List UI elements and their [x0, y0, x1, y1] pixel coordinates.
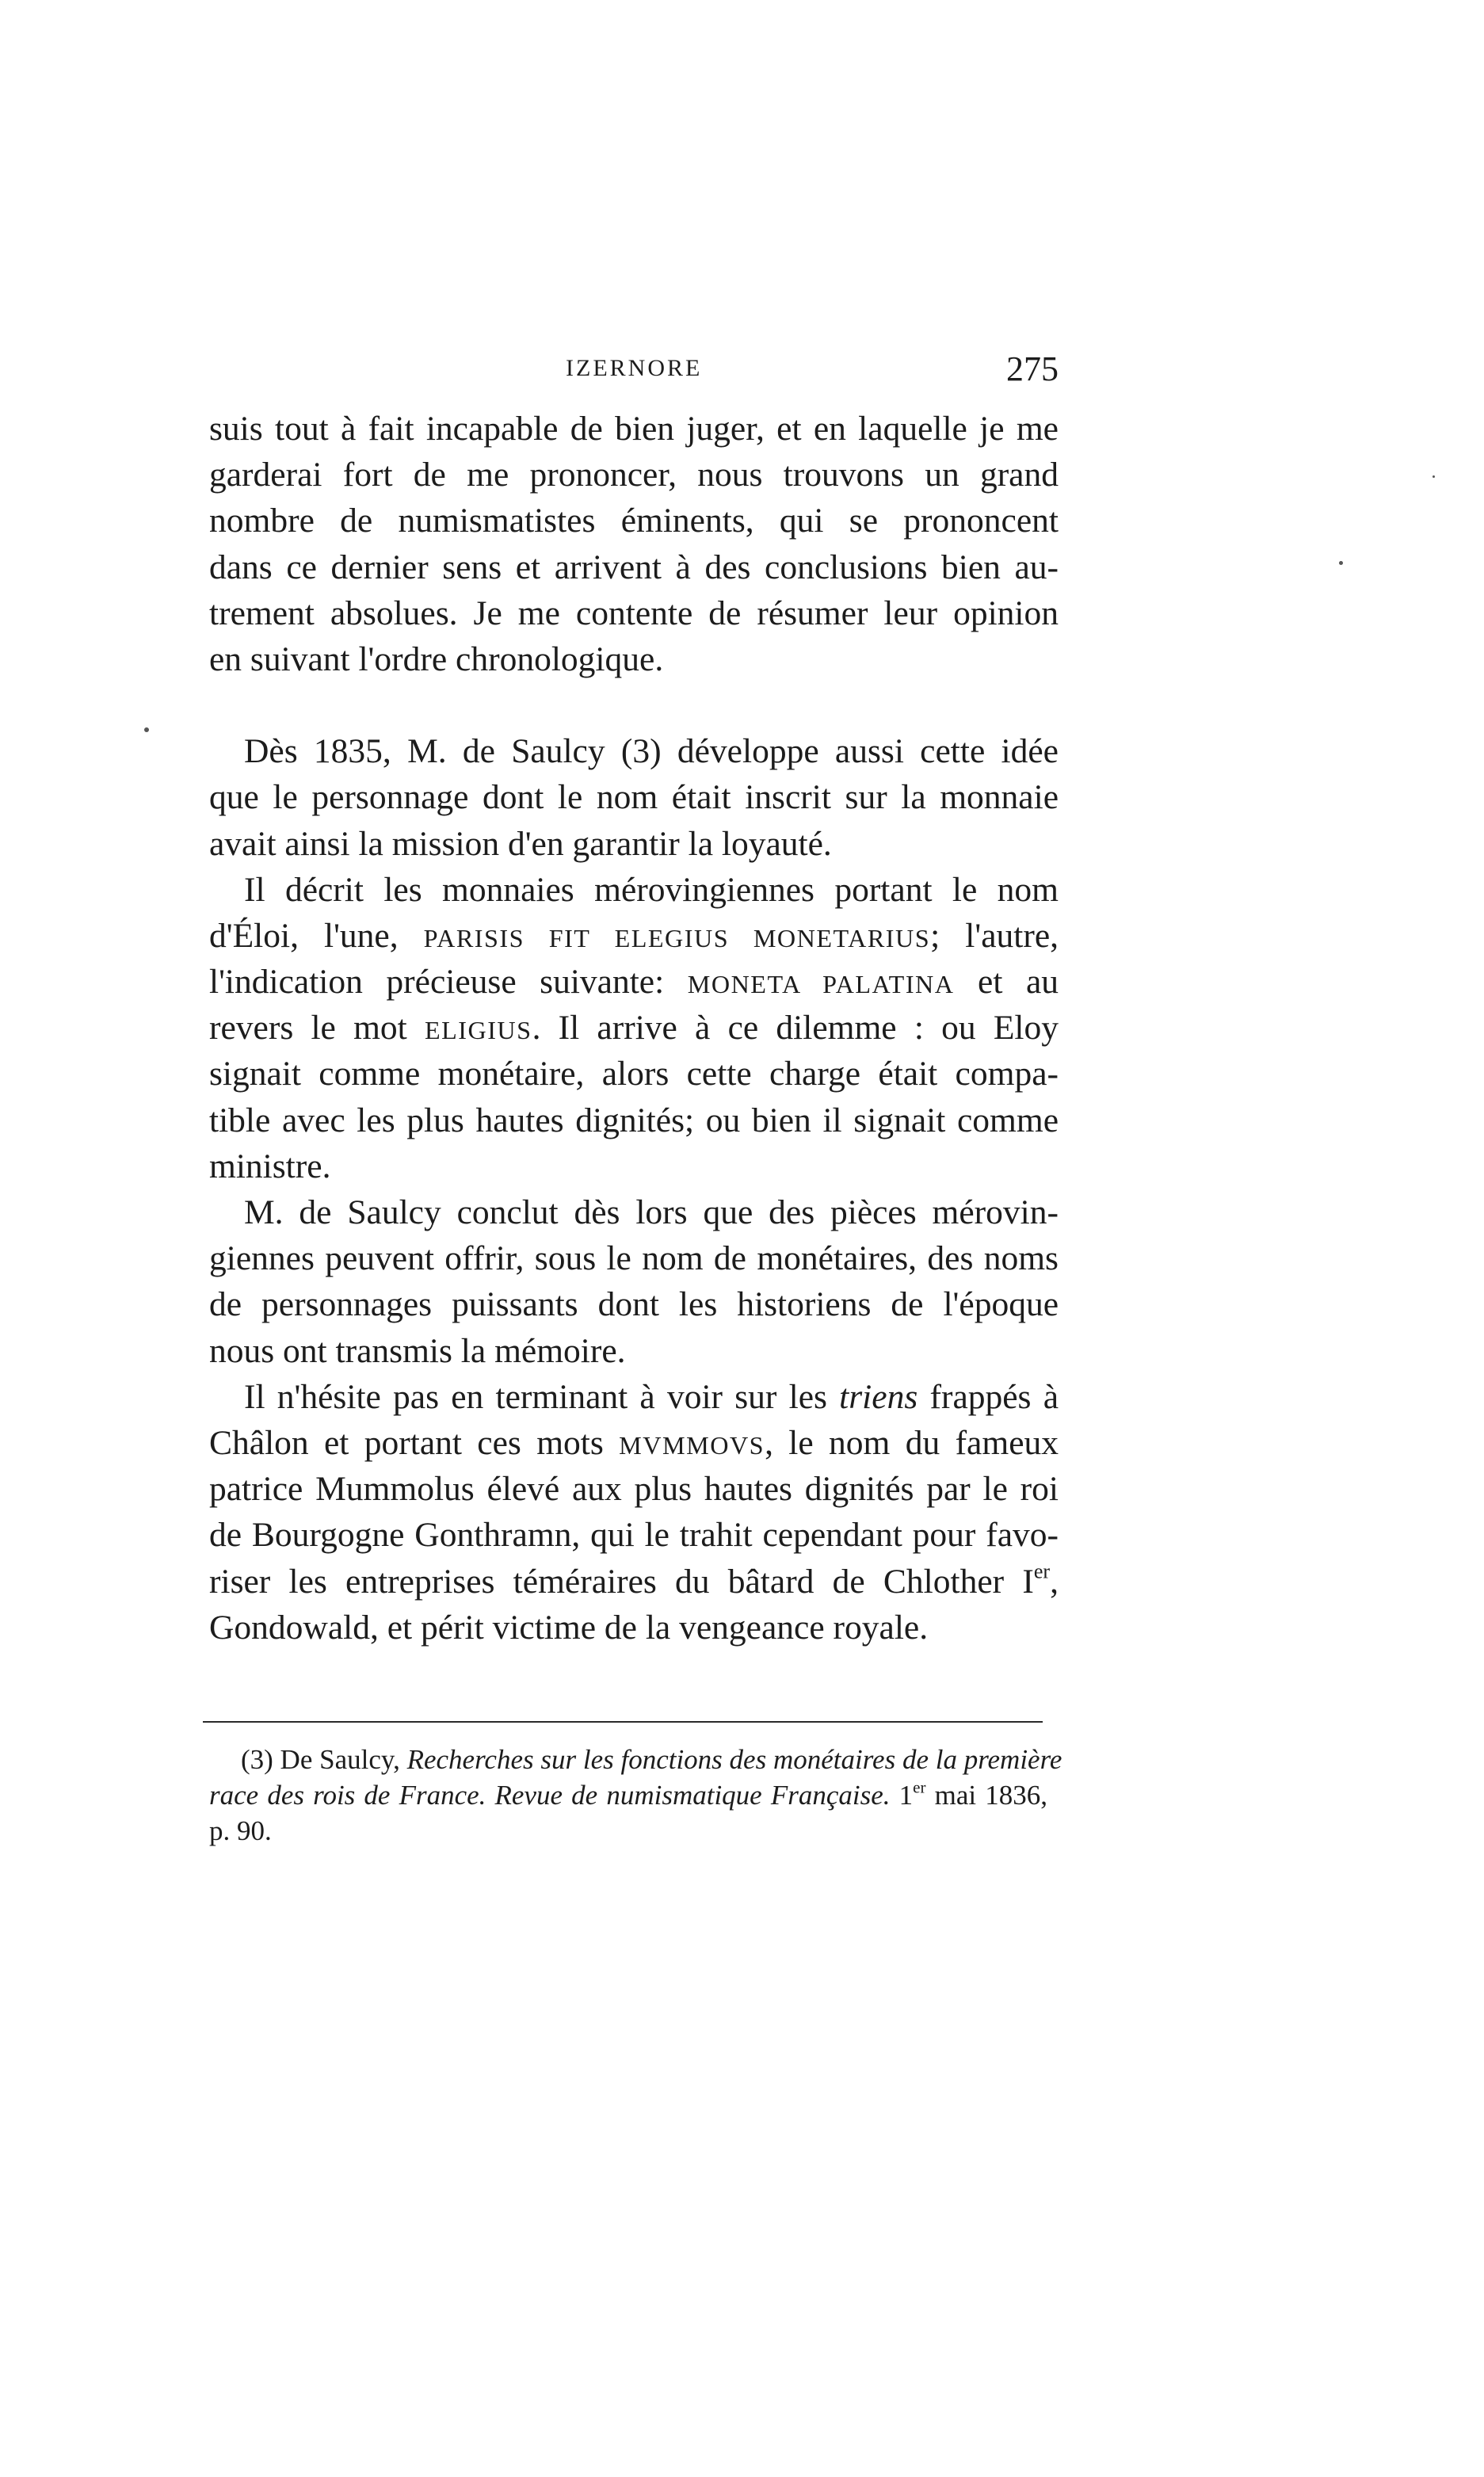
text-run: 1 — [898, 1780, 914, 1811]
text-run: mai 1836, — [934, 1780, 1048, 1811]
text-run: , le nom du fameux — [765, 1423, 1059, 1462]
text-line: patrice Mummolus élevé aux plus hautes dignités par le roi — [209, 1470, 1059, 1509]
footnote-line — [209, 1777, 1047, 1813]
text-line: signait comme monétaire, alors cette charge était compa- — [209, 1055, 1059, 1093]
text-line — [209, 1005, 1059, 1051]
coin-legend: MONETA PALATINA — [687, 970, 955, 999]
coin-legend: MVMMOVS — [619, 1430, 765, 1460]
text-line: ministre. — [209, 1147, 331, 1185]
text-line: nous ont transmis la mémoire. — [209, 1331, 626, 1370]
text-run: (3) De Saulcy, — [241, 1744, 400, 1775]
paragraph — [209, 406, 1059, 682]
text-run: . Il arrive à ce dilemme : ou Eloy — [532, 1009, 1059, 1048]
coin-legend: PARISIS FIT ELEGIUS MONETARIUS — [423, 923, 931, 952]
superscript: er — [913, 1777, 926, 1797]
text-run: ; l'autre, — [930, 916, 1059, 955]
text-line: en suivant l'ordre chronologique. — [209, 639, 664, 678]
text-line: tible avec les plus hautes dignités; ou bien il signait comme — [209, 1101, 1059, 1139]
text-line: nombre de numismatistes éminents, qui se prononcent — [209, 502, 1059, 540]
text-line: Il décrit les monnaies mérovingiennes portant le nom — [244, 870, 1059, 909]
text-run: Châlon et portant ces mots — [209, 1423, 604, 1462]
running-head — [209, 349, 1059, 396]
text-line: M. de Saulcy conclut dès lors que des pièces mérovin- — [244, 1193, 1059, 1231]
text-line: de Bourgogne Gonthramn, qui le trahit cependant pour favo- — [209, 1516, 1059, 1555]
italic-title: race des rois de France. Revue de numismatique Française. — [209, 1780, 891, 1811]
text-line: Gondowald, et périt victime de la vengeance royale. — [209, 1608, 929, 1647]
text-run: d'Éloi, l'une, — [209, 916, 399, 955]
page-number: 275 — [1006, 349, 1059, 388]
text-line: suis tout à fait incapable de bien juger, et en laquelle je me — [209, 410, 1059, 448]
text-line: garderai fort de me prononcer, nous trouvons un grand — [209, 456, 1059, 494]
text-line: que le personnage dont le nom était inscrit sur la monnaie — [209, 778, 1059, 817]
text-line: dans ce dernier sens et arrivent à des conclusions bien au- — [209, 548, 1059, 586]
text-run: frappés à — [929, 1377, 1059, 1416]
text-line — [209, 1374, 1059, 1420]
scan-speck — [1339, 561, 1343, 565]
body-text — [209, 406, 1059, 1651]
section-gap — [209, 682, 1059, 728]
italic-term: triens — [839, 1377, 918, 1416]
footnote-line — [209, 1742, 1062, 1777]
running-head-title: IZERNORE — [566, 355, 703, 381]
paragraph — [209, 728, 1059, 867]
text-line — [209, 1559, 1059, 1605]
footnote-rule — [203, 1721, 1043, 1723]
paragraph — [209, 867, 1059, 1189]
text-run: revers le mot — [209, 1009, 407, 1048]
text-run: , — [1050, 1562, 1059, 1601]
text-run: riser les entreprises téméraires du bâtard de Chlother I — [209, 1562, 1034, 1601]
text-line: de personnages puissants dont les historiens de l'époque — [209, 1285, 1059, 1324]
text-line — [209, 913, 1059, 959]
text-line — [209, 1420, 1059, 1466]
text-run: Il n'hésite pas en terminant à voir sur les — [244, 1377, 827, 1416]
superscript: er — [1033, 1559, 1051, 1583]
footnote — [209, 1742, 1062, 1849]
paragraph — [209, 1189, 1059, 1374]
italic-title: Recherches sur les fonctions des monétaires de la première — [406, 1744, 1062, 1775]
text-line: giennes peuvent offrir, sous le nom de monétaires, des noms — [209, 1239, 1059, 1278]
text-line: Dès 1835, M. de Saulcy (3) développe aussi cette idée — [244, 732, 1059, 771]
scan-speck — [144, 727, 149, 732]
text-line: avait ainsi la mission d'en garantir la loyauté. — [209, 824, 832, 863]
text-run: et au — [978, 963, 1059, 1002]
text-run: l'indication précieuse suivante: — [209, 963, 665, 1002]
footnote-line: p. 90. — [209, 1815, 272, 1846]
text-line — [209, 959, 1059, 1005]
paragraph — [209, 1374, 1059, 1651]
scan-speck — [1432, 475, 1435, 478]
coin-legend: ELIGIUS — [424, 1016, 532, 1045]
text-line: trement absolues. Je me contente de résumer leur opinion — [209, 593, 1059, 632]
